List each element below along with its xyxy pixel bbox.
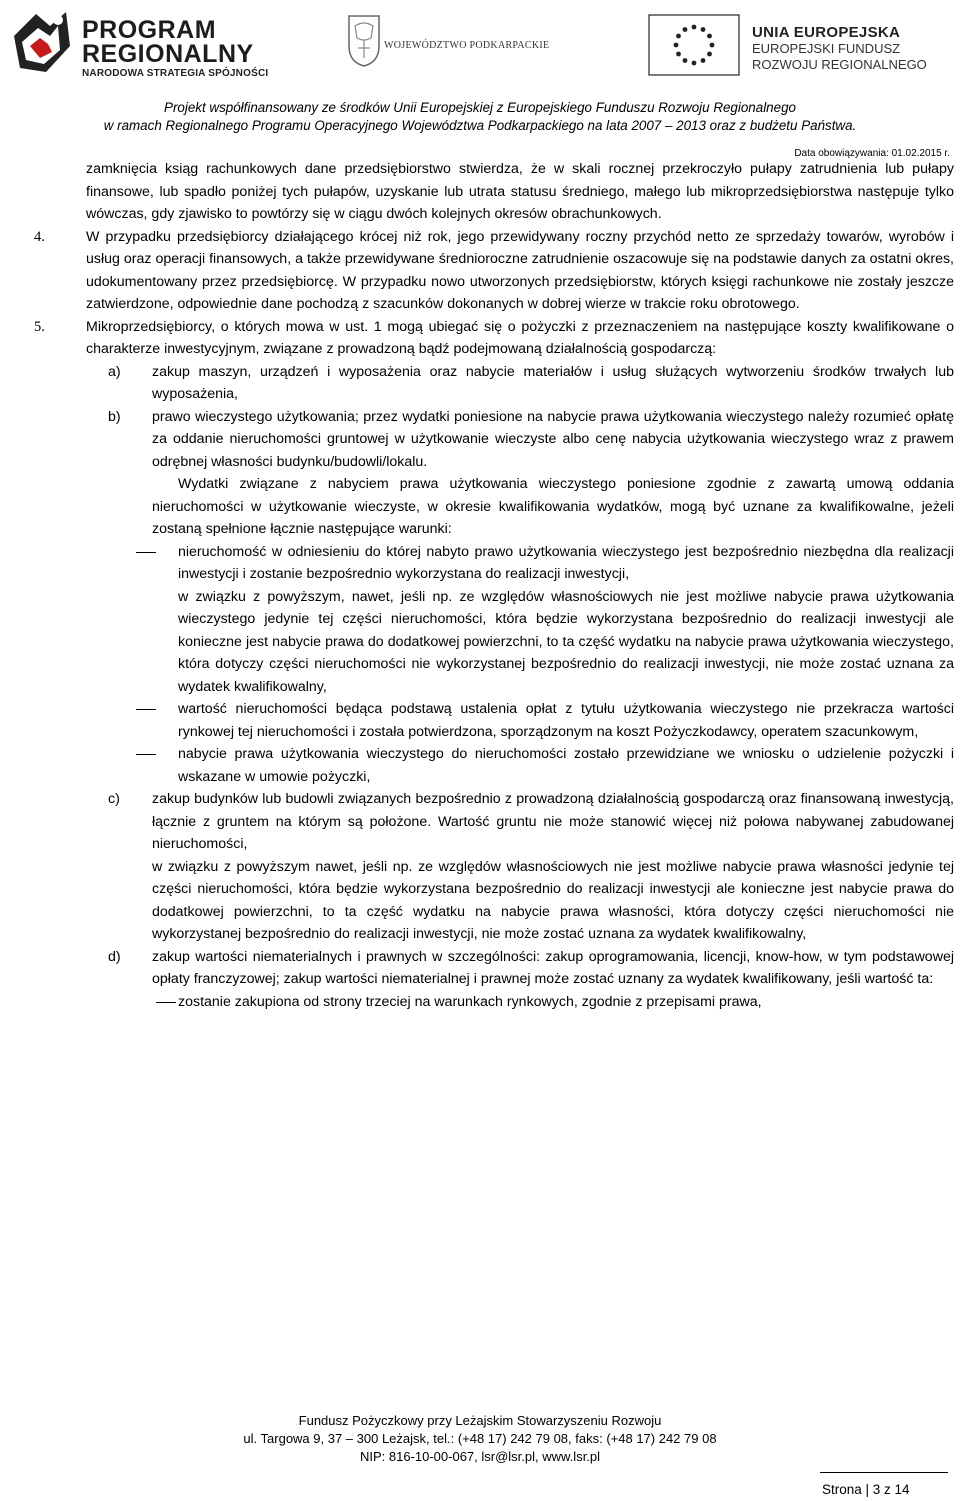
item-text: nabycie prawa użytkowania wieczystego do nieruchomości zostało przewidziane we wniosku o udzielenie pożyczki i wskazane w umowie pożyczki, [178, 746, 954, 785]
program-line1: PROGRAM [82, 16, 217, 44]
page-number: Strona | 3 z 14 [822, 1482, 910, 1497]
item-text: zakup wartości niematerialnych i prawnych w szczególności: zakup oprogramowania, licencji, know-how, w tym podstawowej opłaty franczyzowej; zakup wartości niematerialnej i prawnej może zostać uznany za wydatek kwalifikowany, jeśli wartość ta: [152, 948, 954, 987]
dash-bullet [136, 754, 156, 755]
eu-text [752, 24, 927, 73]
document-body [34, 158, 954, 1013]
sublist-item-a [86, 361, 954, 406]
item-text: wartość nieruchomości będąca podstawą ustalenia opłat z tytułu użytkowania wieczystego nie przekracza wartości rynkowej tej nieruchomości i została potwierdzona, sporządzonym na koszt Pożyczkodawcy, operatem szacunkowym, [178, 701, 954, 740]
dash-bullet [156, 1002, 176, 1003]
footer-divider [820, 1472, 948, 1473]
program-regionalny-logo-icon [6, 6, 76, 82]
page-header [0, 0, 960, 96]
program-regionalny-text [82, 18, 268, 79]
item-number: 4. [34, 228, 45, 245]
voivodeship-label: WOJEWÓDZTWO PODKARPACKIE [384, 40, 550, 51]
dash-bullet [136, 552, 156, 553]
list-item-4 [34, 226, 954, 316]
item-text: Mikroprzedsiębiorcy, o których mowa w ust. 1 mogą ubiegać się o pożyczki z przeznaczeniem na następujące koszty kwalifikowane o charakterze inwestycyjnym, związane z prowadzoną bądź podejmowaną działalnością gospodarczą: [86, 318, 954, 357]
dash-item [86, 991, 954, 1014]
cofinance-line1: Projekt współfinansowany ze środków Unii Europejskiej z Europejskiego Funduszu Rozwoju Regionalnego [164, 100, 796, 115]
footer-line3: NIP: 816-10-00-067, lsr@lsr.pl, www.lsr.pl [359, 1449, 601, 1464]
item-text: zakup budynków lub budowli związanych bezpośrednio z prowadzoną działalnością gospodarczą oraz finansowaną inwestycją, łącznie z gruntem na którym są położone. Wartość gruntu nie może stanowić więcej niż połowa nabywanej zabudowanej nieruchomości, [152, 791, 954, 852]
eu-line1: UNIA EUROPEJSKA [752, 24, 901, 41]
item-text: nieruchomość w odniesieniu do której nabyto prawo użytkowania wieczystego jest bezpośrednio niezbędna dla realizacji inwestycji i zostanie bezpośrednio wykorzystana do realizacji inwestycji, [178, 543, 954, 582]
item-text: zostanie zakupiona od strony trzeciej na warunkach rynkowych, zgodnie z przepisami prawa, [178, 993, 762, 1010]
c-continuation: w związku z powyższym nawet, jeśli np. ze względów własnościowych nie jest możliwe nabycie prawa własności jedynie tej części nieruchomości, która będzie wykorzystana bezpośrednio do realizacji inwestycji ale konieczne jest nabycie prawa do dodatkowej powierzchni, to ta część wydatku na nabycie prawa własności, która dotyczy części nieruchomości nie wykorzystanej bezpośrednio do realizacji inwestycji, nie może zostać uznana za wydatek kwalifikowalny, [152, 858, 954, 942]
intro-paragraph: zamknięcia ksiąg rachunkowych dane przedsiębiorstwo stwierdza, że w skali rocznej przekroczyło pułapy zatrudnienia lub pułapy finansowe, lub spadło poniżej tych pułapów, uzyskanie lub utrata statusu średniego, małego lub mikroprzedsiębiorstwa następuje tylko wówczas, gdy zjawisko to powtórzy się w ciągu dwóch kolejnych okresów obrachunkowych. [86, 161, 954, 222]
item-text: prawo wieczystego użytkowania; przez wydatki poniesione na nabycie prawa użytkowania wieczystego należy rozumieć opłatę za oddanie nieruchomości gruntowej w użytkowanie wieczyste albo cenę nabycia użytkowania wieczystego wraz z prawem odrębnej własności budynku/budowli/lokalu. [152, 408, 954, 470]
item-number: 5. [34, 318, 45, 335]
eu-line2: EUROPEJSKI FUNDUSZ [752, 41, 901, 56]
program-line3: NARODOWA STRATEGIA SPÓJNOŚCI [82, 68, 269, 79]
eu-line3: ROZWOJU REGIONALNEGO [752, 57, 927, 72]
sublist-item-c [86, 788, 954, 856]
item-text: zakup maszyn, urządzeń i wyposażenia oraz nabycie materiałów i usług służących wytworzeniu środków trwałych lub wyposażenia, [152, 363, 954, 402]
dash-item [86, 743, 954, 788]
validity-date: Data obowiązywania: 01.02.2015 r. [794, 148, 950, 159]
program-line2: REGIONALNY [82, 40, 254, 68]
sublist-item-b [86, 406, 954, 474]
podkarpackie-crest-icon [346, 12, 382, 68]
footer-line2: ul. Targowa 9, 37 – 300 Leżajsk, tel.: (+48 17) 242 79 08, faks: (+48 17) 242 79 08 [243, 1431, 717, 1446]
footer-line1: Fundusz Pożyczkowy przy Leżajskim Stowarzyszeniu Rozwoju [298, 1413, 662, 1428]
b-paragraph: Wydatki związane z nabyciem prawa użytkowania wieczystego poniesione zgodnie z zawartą umową oddania nieruchomości w użytkowanie wieczyste, w okresie kwalifikowania wydatków, mogą być uznane za kwalifikowalne, jeżeli zostaną spełnione łącznie następujące warunki: [152, 476, 954, 537]
dash-item [86, 698, 954, 743]
dash-bullet [136, 709, 156, 710]
dash-item [86, 541, 954, 586]
list-item-5 [34, 316, 954, 361]
item-letter: b) [108, 408, 121, 425]
sublist-item-d [86, 946, 954, 991]
item-letter: a) [108, 363, 121, 380]
item-text: W przypadku przedsiębiorcy działającego krócej niż rok, jego przewidywany roczny przychód netto ze sprzedaży towarów, wyrobów i usług oraz operacji finansowych, a także przewidywane średnioroczne zatrudnienie oszacowuje się na podstawie danych za ostatni okres, udokumentowany przez przedsiębiorcę. W przypadku nowo utworzonych przedsiębiorstw, których księgi rachunkowe nie zostały jeszcze zatwierdzone, odpowiednie dane pochodzą z szacunków dokonanych w dobrej wierze w trakcie roku obrotowego. [86, 228, 954, 312]
cofinance-line2: w ramach Regionalnego Programu Operacyjnego Województwa Podkarpackiego na lata 2007 – 2013 oraz z budżetu Państwa. [103, 118, 857, 133]
item-letter: d) [108, 948, 121, 965]
eu-flag-icon [648, 14, 740, 76]
dash-continuation: w związku z powyższym, nawet, jeśli np. ze względów własnościowych nie jest możliwe nabycie prawa użytkowania wieczystego jedynie tej części nieruchomości, która będzie wykorzystana bezpośrednio do realizacji inwestycji ale konieczne jest nabycie prawa do dodatkowej powierzchni, to ta część wydatku na nabycie prawa użytkowania wieczystego, która dotyczy części nieruchomości nie wykorzystanej bezpośrednio do realizacji inwestycji, nie może zostać uznana za wydatek kwalifikowalny, [178, 588, 954, 695]
item-letter: c) [108, 791, 120, 807]
